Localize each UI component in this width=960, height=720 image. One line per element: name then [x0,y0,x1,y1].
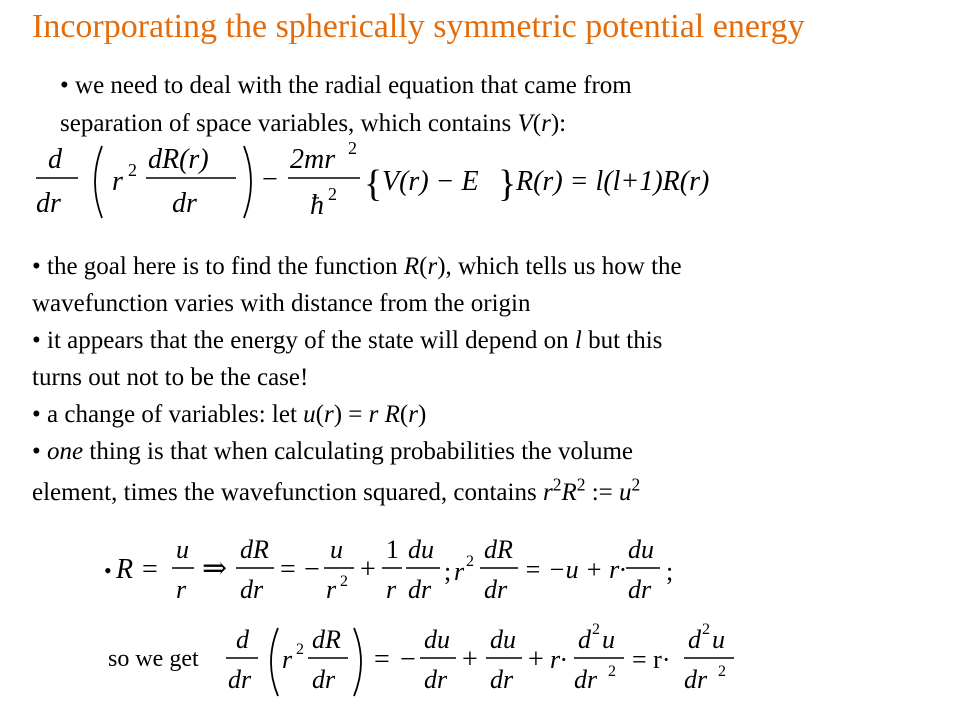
svg-text:2: 2 [608,663,616,680]
svg-text:r: r [282,645,293,674]
bullet-goal-line-2: wavefunction varies with distance from the origin [32,290,531,317]
svg-text:dr: dr [36,188,61,219]
svg-text:2: 2 [328,184,337,204]
svg-text:•: • [104,558,112,583]
svg-text:dr: dr [684,665,708,694]
svg-text:= r·: = r· [632,645,671,674]
svg-text:u: u [330,535,343,564]
svg-text:dR: dR [240,535,269,564]
svg-text:+: + [360,554,376,585]
svg-text:+: + [528,644,544,675]
svg-text:−: − [400,644,416,675]
svg-text:dr: dr [312,665,336,694]
svg-text:d: d [688,625,701,654]
right-paren [244,146,251,218]
result-equation [108,620,748,702]
bullet-radial-line-2: separation of space variables, which contains V(r): [60,110,567,137]
svg-text:r: r [326,575,337,604]
svg-text:= −u + r·: = −u + r· [524,555,626,584]
svg-text:+: + [462,644,478,675]
svg-text:du: du [628,535,654,564]
svg-text:du: du [490,625,516,654]
svg-text:−: − [262,164,278,195]
svg-text:2: 2 [296,641,304,658]
bullet-radial-equation [60,67,632,143]
svg-text:dr: dr [408,575,432,604]
bullet-list [32,248,682,511]
svg-text:r: r [454,557,465,586]
svg-text:2: 2 [718,663,726,680]
svg-text:dr: dr [490,665,514,694]
bullet-dot: • [60,72,69,99]
svg-text:r: r [112,166,123,197]
slide-title: Incorporating the spherically symmetric potential energy [32,8,805,45]
substitution-equation [104,530,724,610]
svg-text:}: } [498,163,517,205]
svg-text:du: du [424,625,450,654]
svg-text:R: R [116,554,134,585]
svg-text:du: du [408,535,434,564]
radial-d: d [48,144,62,175]
bullet-change-of-variables: • a change of variables: let u(r) = r R(r) [32,401,427,428]
svg-text:2: 2 [466,553,474,570]
svg-text:d: d [578,625,591,654]
svg-text:=: = [142,554,158,585]
svg-text:2: 2 [340,573,348,590]
svg-text:dr: dr [574,665,598,694]
bullet-radial-line-1: • we need to deal with the radial equation that came from [60,72,632,99]
svg-text:dr: dr [424,665,448,694]
svg-text:2: 2 [348,138,357,158]
svg-text:d: d [236,625,249,654]
svg-text:r·: r· [550,645,567,674]
svg-text:R(r) = l(l+1)R(r): R(r) = l(l+1)R(r) [516,166,710,197]
svg-text:dr: dr [228,665,252,694]
svg-text:;: ; [444,557,452,586]
svg-text:2: 2 [128,160,137,180]
left-paren [95,146,102,218]
svg-text:;: ; [666,557,674,586]
svg-text:{: { [364,163,383,205]
svg-text:so we get: so we get [108,646,199,672]
svg-text:−: − [304,554,320,585]
svg-text:r: r [386,575,397,604]
svg-text:dR: dR [484,535,513,564]
svg-text:dR: dR [312,625,341,654]
svg-text:u: u [176,535,189,564]
svg-text:2: 2 [592,621,600,638]
bullet-energy-line-1: • it appears that the energy of the state will depend on l but this [32,327,663,354]
svg-text:dr: dr [240,575,264,604]
svg-text:ħ: ħ [310,190,324,221]
svg-text:=: = [374,644,390,675]
svg-text:2mr: 2mr [290,144,336,175]
svg-text:u: u [712,625,725,654]
svg-text:2: 2 [702,621,710,638]
svg-text:=: = [280,554,296,585]
radial-equation [30,138,750,228]
svg-text:r: r [176,575,187,604]
svg-text:u: u [602,625,615,654]
bullet-probability-line-1: • one thing is that when calculating probabilities the volume [32,438,634,465]
bullet-energy-line-2: turns out not to be the case! [32,364,309,391]
svg-text:dR(r): dR(r) [148,144,209,175]
svg-text:dr: dr [172,188,197,219]
bullet-goal-line-1: • the goal here is to find the function R(r), which tells us how the [32,253,682,280]
svg-text:dr: dr [484,575,508,604]
bullet-probability-line-2: element, times the wavefunction squared, contains $r^2R^2$ := $u^2$ [32,474,641,506]
svg-text:1: 1 [386,535,399,564]
svg-text:dr: dr [628,575,652,604]
svg-text:⇒: ⇒ [202,552,228,585]
svg-text:V(r) − E: V(r) − E [382,166,479,197]
